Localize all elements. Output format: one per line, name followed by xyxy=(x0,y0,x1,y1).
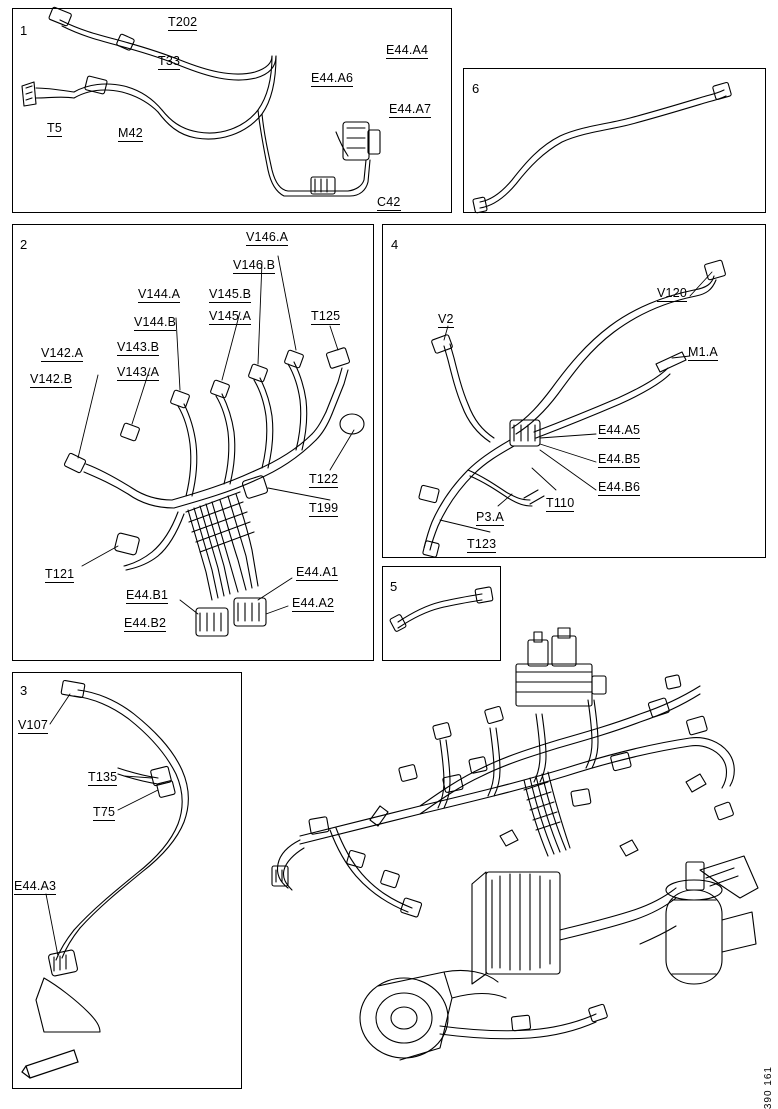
sheet-side-code: 390 161 xyxy=(763,1066,774,1109)
label-t110: T110 xyxy=(546,497,574,512)
panel-3-number: 3 xyxy=(20,683,28,698)
label-t121: T121 xyxy=(45,568,74,583)
label-p3a: P3.A xyxy=(476,511,504,526)
label-v107: V107 xyxy=(18,719,48,734)
label-e44b2: E44.B2 xyxy=(124,617,166,632)
label-t122: T122 xyxy=(309,473,338,488)
label-v145b: V145.B xyxy=(209,288,251,303)
label-e44b6: E44.B6 xyxy=(598,481,640,496)
label-m42: M42 xyxy=(118,127,143,142)
label-m1a: M1.A xyxy=(688,346,718,361)
label-t33: T33 xyxy=(158,55,180,70)
label-v145a: V145.A xyxy=(209,310,251,325)
label-t199: T199 xyxy=(309,502,338,517)
panel-1-frame xyxy=(12,8,452,213)
label-v142b: V142.B xyxy=(30,373,72,388)
label-v143a: V143.A xyxy=(117,366,159,381)
panel-6-number: 6 xyxy=(472,81,480,96)
label-v142a: V142.A xyxy=(41,347,83,362)
label-t5: T5 xyxy=(47,122,62,137)
label-e44a7: E44.A7 xyxy=(389,103,431,118)
panel-4-number: 4 xyxy=(391,237,399,252)
label-v146a: V146.A xyxy=(246,231,288,246)
label-e44a2: E44.A2 xyxy=(292,597,334,612)
label-c42: C42 xyxy=(377,196,401,211)
panel-2-number: 2 xyxy=(20,237,28,252)
label-e44a4: E44.A4 xyxy=(386,44,428,59)
label-v146b: V146.B xyxy=(233,259,275,274)
label-t202: T202 xyxy=(168,16,197,31)
label-t135: T135 xyxy=(88,771,117,786)
panel-5-number: 5 xyxy=(390,579,398,594)
label-e44b1: E44.B1 xyxy=(126,589,168,604)
label-t123: T123 xyxy=(467,538,496,553)
label-v144a: V144.A xyxy=(138,288,180,303)
label-t75: T75 xyxy=(93,806,115,821)
label-e44a6: E44.A6 xyxy=(311,72,353,87)
panel-1-number: 1 xyxy=(20,23,28,38)
label-e44b5: E44.B5 xyxy=(598,453,640,468)
label-e44a1: E44.A1 xyxy=(296,566,338,581)
panel-6-frame xyxy=(463,68,766,213)
label-v120: V120 xyxy=(657,287,687,302)
label-v2: V2 xyxy=(438,313,454,328)
label-v144b: V144.B xyxy=(134,316,176,331)
label-v143b: V143.B xyxy=(117,341,159,356)
label-t125: T125 xyxy=(311,310,340,325)
panel-5-frame xyxy=(382,566,501,661)
label-e44a3: E44.A3 xyxy=(14,880,56,895)
label-e44a5: E44.A5 xyxy=(598,424,640,439)
